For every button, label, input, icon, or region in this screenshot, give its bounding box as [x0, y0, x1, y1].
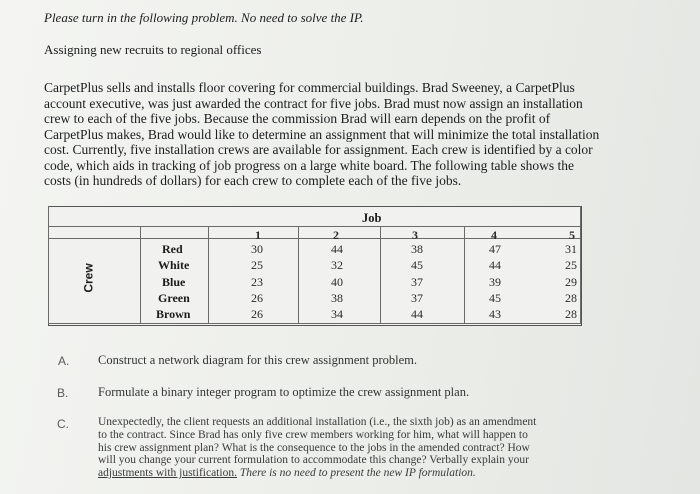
paragraph-line: CarpetPlus makes, Brad would like to determine an assignment that will minimize the total installation — [44, 126, 600, 142]
cost-cell: 31 — [565, 242, 577, 256]
crew-name: Blue — [162, 275, 186, 289]
question-c-line — [98, 467, 618, 480]
cost-cell: 37 — [411, 275, 423, 289]
cost-cell: 47 — [489, 242, 501, 256]
crew-name: Red — [162, 242, 183, 256]
table-divider — [48, 226, 581, 227]
cost-cell: 37 — [411, 291, 423, 305]
cost-cell: 25 — [251, 258, 263, 272]
problem-paragraph — [44, 80, 634, 189]
cost-cell: 28 — [565, 307, 577, 321]
crew-name: White — [158, 258, 190, 272]
cost-cell: 29 — [565, 275, 577, 289]
job-number: 2 — [333, 228, 339, 242]
cost-cell: 45 — [411, 258, 423, 272]
question-c-line: his crew assignment plan? What is the consequence to the jobs in the amended contract? How — [98, 441, 530, 454]
cost-cell: 26 — [251, 307, 263, 321]
cost-cell: 38 — [331, 291, 343, 305]
crew-header: Crew — [81, 263, 96, 293]
question-c-line: Unexpectedly, the client requests an additional installation (i.e., the sixth job) as an amendment — [98, 416, 537, 428]
paragraph-line: account executive, was just awarded the contract for five jobs. Brad must now assign an installation — [44, 95, 583, 111]
paragraph-line: code, which aids in tracking of job progress on a large white board. The following table shows the — [44, 157, 575, 173]
question-c-note: There is no need to present the new IP formulation. — [239, 467, 476, 480]
cost-cell: 34 — [331, 307, 343, 321]
table-divider — [208, 226, 209, 323]
crew-name: Green — [158, 291, 190, 305]
question-c-letter: C. — [57, 417, 69, 431]
table-divider — [298, 226, 299, 323]
paragraph-line: cost. Currently, five installation crews are available for assignment. Each crew is identified by a color — [44, 142, 593, 157]
question-c-line: will you change your current formulation to accommodate this change? Verbally explain your — [98, 454, 529, 467]
job-number: 4 — [491, 228, 497, 242]
cost-cell: 25 — [565, 258, 577, 272]
instruction-line: Please turn in the following problem. No need to solve the IP. — [44, 10, 364, 25]
question-b-text: Formulate a binary integer program to optimize the crew assignment plan. — [98, 385, 470, 399]
table-divider — [48, 323, 581, 324]
question-a-text: Construct a network diagram for this crew assignment problem. — [98, 353, 418, 367]
cost-cell: 43 — [489, 307, 501, 321]
cost-cell: 44 — [411, 307, 423, 321]
cost-cell: 39 — [489, 275, 501, 289]
cost-cell: 44 — [331, 242, 343, 256]
table-divider — [48, 206, 49, 324]
job-number: 5 — [569, 228, 575, 242]
paragraph-line: crew to each of the five jobs. Because the commission Brad will earn depends on the profit of — [44, 111, 551, 126]
table-divider — [140, 226, 141, 323]
cost-cell: 38 — [411, 242, 423, 256]
table-divider — [464, 226, 465, 323]
question-a-letter: A. — [58, 354, 70, 368]
paragraph-line: costs (in hundreds of dollars) for each crew to complete each of the five jobs. — [44, 173, 462, 188]
job-header: Job — [362, 211, 382, 225]
question-c-text — [98, 416, 618, 480]
cost-cell: 23 — [251, 275, 263, 289]
paragraph-line: CarpetPlus sells and installs floor covering for commercial buildings. Brad Sweeney, a CarpetPlus — [44, 80, 575, 95]
job-number: 1 — [255, 228, 261, 242]
crew-name: Brown — [156, 307, 191, 321]
question-c-line: to the contract. Since Brad has only five crew members working for him, what will happen to — [98, 428, 528, 441]
cost-cell: 28 — [565, 291, 577, 305]
problem-subtitle: Assigning new recruits to regional offices — [44, 42, 262, 57]
cost-cell: 26 — [251, 291, 263, 305]
question-c-underlined: adjustments with justification. — [98, 467, 237, 480]
cost-cell: 45 — [489, 291, 501, 305]
cost-cell: 32 — [331, 258, 343, 272]
cost-cell: 44 — [489, 258, 501, 272]
cost-cell: 30 — [251, 242, 263, 256]
job-number: 3 — [412, 228, 418, 242]
cost-cell: 40 — [331, 275, 343, 289]
table-divider — [380, 226, 381, 323]
question-b-letter: B. — [57, 386, 69, 400]
